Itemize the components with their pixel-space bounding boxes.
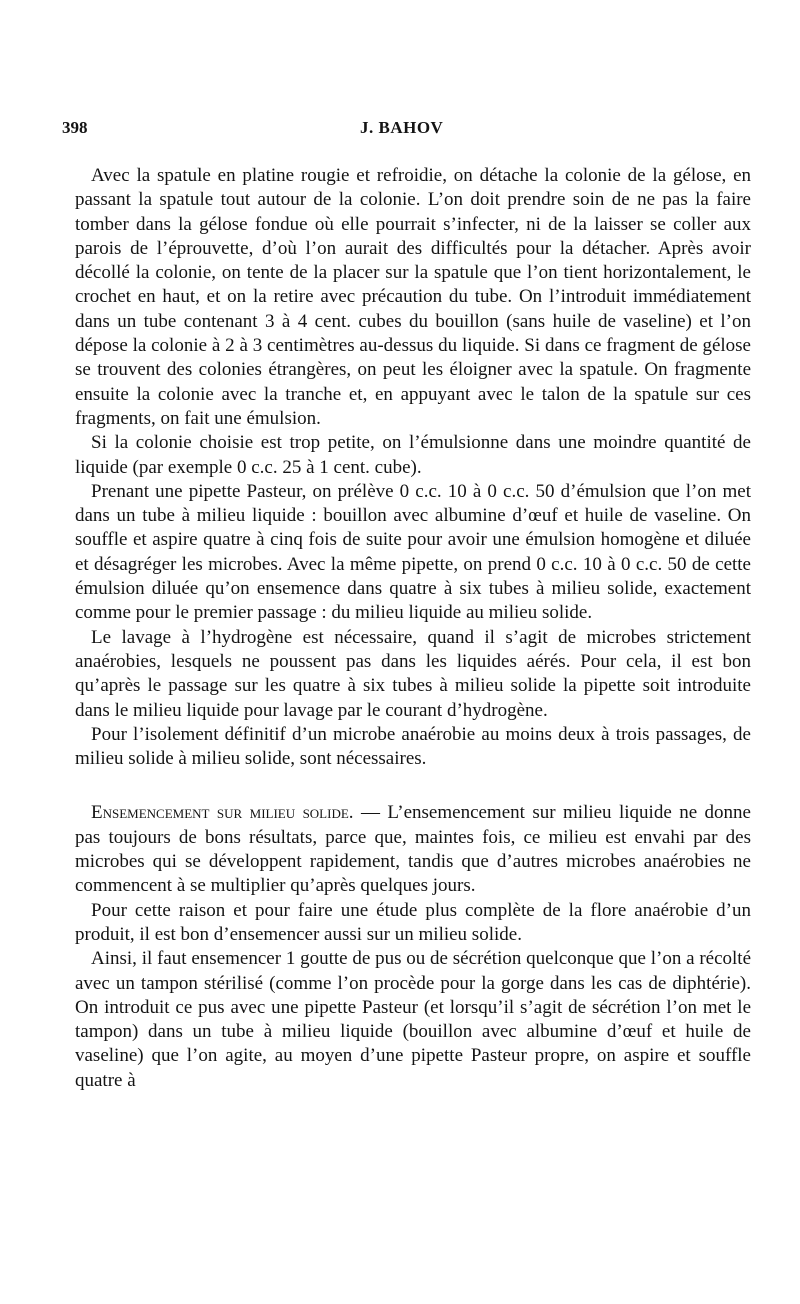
section-heading: Ensemencement sur milieu solide. [91, 802, 354, 824]
section-spacer [75, 771, 751, 801]
paragraph: Le lavage à l’hydrogène est nécessaire, quand il s’agit de microbes strictement anaérobies, lesquels ne poussent pas dans les liquides aérés. Pour cela, il est bon qu’après le passage sur les quatre à six tubes à milieu solide la pipette soit introduite dans le milieu liquide pour lavage par le courant d’hydrogène. [75, 626, 751, 721]
section-paragraph [75, 801, 751, 898]
paragraph: Prenant une pipette Pasteur, on prélève 0 c.c. 10 à 0 c.c. 50 d’émulsion que l’on met dans un tube à milieu liquide : bouillon avec albumine d’œuf et huile de vaseline. On souffle et aspire quatre à cinq fois de suite pour avoir une émulsion homogène et diluée et désagréger les microbes. Avec la même pipette, on prend 0 c.c. 10 à 0 c.c. 50 de cette émulsion diluée qu’on ensemence dans quatre à six tubes à milieu solide, exactement comme pour le premier passage : du milieu liquide au milieu solide. [75, 480, 751, 624]
page-number: 398 [62, 118, 88, 137]
page-header [62, 118, 748, 142]
section-heading-text: — L’ensemencement sur milieu liquide ne donne pas toujours de bons résultats, parce que, maintes fois, ce milieu est envahi par des microbes qui se développent rapidement, tandis que d’autres microbes anaérobies ne commencent à se multiplier qu’après quelques jours. [75, 802, 751, 897]
paragraph: Ainsi, il faut ensemencer 1 goutte de pus ou de sécrétion quelconque que l’on a récolté avec un tampon stérilisé (comme l’on procède pour la gorge dans les cas de diphtérie). On introduit ce pus avec une pipette Pasteur (et lorsqu’il s’agit de sécrétion l’on met le tampon) dans un tube à milieu liquide (bouillon avec albumine d’œuf et huile de vaseline) que l’on agite, au moyen d’une pipette Pasteur propre, on aspire et souffle quatre à [75, 948, 751, 1091]
paragraph: Pour l’isolement définitif d’un microbe anaérobie au moins deux à trois passages, de milieu solide à milieu solide, sont nécessaires. [75, 723, 751, 770]
paragraph: Avec la spatule en platine rougie et refroidie, on détache la colonie de la gélose, en passant la spatule tout autour de la colonie. L’on doit prendre soin de ne pas la faire tomber dans la gélose fondue où elle pourrait s’infecter, ni de la laisser se coller aux parois de l’éprouvette, d’où l’on aurait des difficultés pour la détacher. Après avoir décollé la colonie, on tente de la placer sur la spatule que l’on tient horizontalement, le crochet en haut, et on la retire avec précaution du tube. On l’introduit immédiatement dans un tube contenant 3 à 4 cent. cubes du bouillon (sans huile de vaseline) et l’on dépose la colonie à 2 à 3 centimètres au-dessus du liquide. Si dans ce fragment de gélose se trouvent des colonies étrangères, on peut les éloigner avec la spatule. On fragmente ensuite la colonie avec la tranche et, en appuyant avec le talon de la spatule sur ces fragments, on fait une émulsion. [75, 165, 751, 429]
paragraph: Si la colonie choisie est trop petite, on l’émulsionne dans une moindre quantité de liquide (par exemple 0 c.c. 25 à 1 cent. cube). [75, 432, 751, 478]
paragraph: Pour cette raison et pour faire une étude plus complète de la flore anaérobie d’un produit, il est bon d’ensemencer aussi sur un milieu solide. [75, 899, 751, 945]
body-text [75, 164, 751, 1093]
running-title: J. BAHOV [360, 118, 444, 137]
